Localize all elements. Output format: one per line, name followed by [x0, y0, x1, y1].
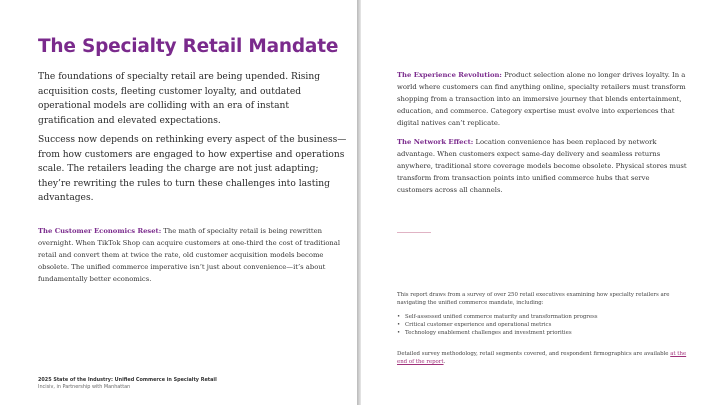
- survey-intro: This report draws from a survey of over 250 retail executives examining how specialty retailers are navigating the unified commerce mandate, including:: [397, 292, 670, 307]
- end-of-report-link[interactable]: at the end of the report: [397, 351, 687, 366]
- footer-subtitle: Incisiv, in Partnership with Manhattan: [38, 384, 131, 390]
- customer-economics-heading: The Customer Economics Reset:: [38, 227, 162, 235]
- list-item: [397, 313, 598, 321]
- customer-economics-body: The math of specialty retail is being rewritten overnight. When TikTok Shop can acquire customers at one-third the cost of traditional retail and convert them at twice the rate, old customer acquisition models become obsolete. The unified commerce imperative isn’t just about convenience—it’s about fundamentally better economics.: [38, 227, 341, 283]
- network-effect-section: [397, 136, 687, 196]
- footer-report-title: 2025 State of the Industry: Unified Commerce in Specialty Retail: [38, 377, 217, 383]
- experience-revolution-section: [397, 69, 687, 129]
- list-item-text: Technology enablement challenges and investment priorities: [405, 330, 572, 337]
- network-effect-body: Location convenience has been replaced by network advantage. When customers expect same-day delivery and seamless returns anywhere, traditional store coverage models become obsolete. Physical stores must transform from transaction points into unified commerce hubs that serve customers across all channels.: [397, 138, 687, 194]
- section-divider: [397, 232, 431, 233]
- list-item: [397, 329, 598, 337]
- customer-economics-section: [38, 225, 350, 285]
- intro-paragraph-1: The foundations of specialty retail are being upended. Rising acquisition costs, fleeting customer loyalty, and outdated operational models are colliding with an era of instant gratification and elevated expectations.: [38, 72, 321, 126]
- experience-revolution-body: Product selection alone no longer drives loyalty. In a world where customers can find anything online, specialty retailers must transform shopping from a transaction into an immersive journey that blends entertainment, education, and commerce. Category expertise must evolve into experiences that digital natives can’t replicate.: [397, 71, 686, 127]
- methodology-text: Detailed survey methodology, retail segments covered, and respondent firmographics are available: [397, 351, 671, 357]
- intro-paragraph-2: Success now depends on rethinking every aspect of the business—from how customers are engaged to how expertise and operations scale. The retailers leading the charge are not just adapting; they’re rewriting the rules to turn these challenges into lasting advantages.: [38, 135, 347, 204]
- list-item: [397, 321, 598, 329]
- bullet-marker: •: [397, 314, 401, 320]
- methodology-note: [397, 350, 687, 366]
- list-item-text: Critical customer experience and operational metrics: [405, 322, 552, 329]
- list-item-text: Self-assessed unified commerce maturity and transformation progress: [405, 314, 598, 320]
- methodology-period: .: [443, 359, 446, 366]
- survey-topics-list: [397, 313, 598, 338]
- network-effect-heading: The Network Effect:: [397, 138, 474, 146]
- page-title: The Specialty Retail Mandate: [38, 36, 339, 57]
- right-page: [361, 0, 720, 405]
- bullet-marker: •: [397, 330, 401, 337]
- experience-revolution-heading: The Experience Revolution:: [397, 71, 502, 79]
- bullet-marker: •: [397, 322, 401, 329]
